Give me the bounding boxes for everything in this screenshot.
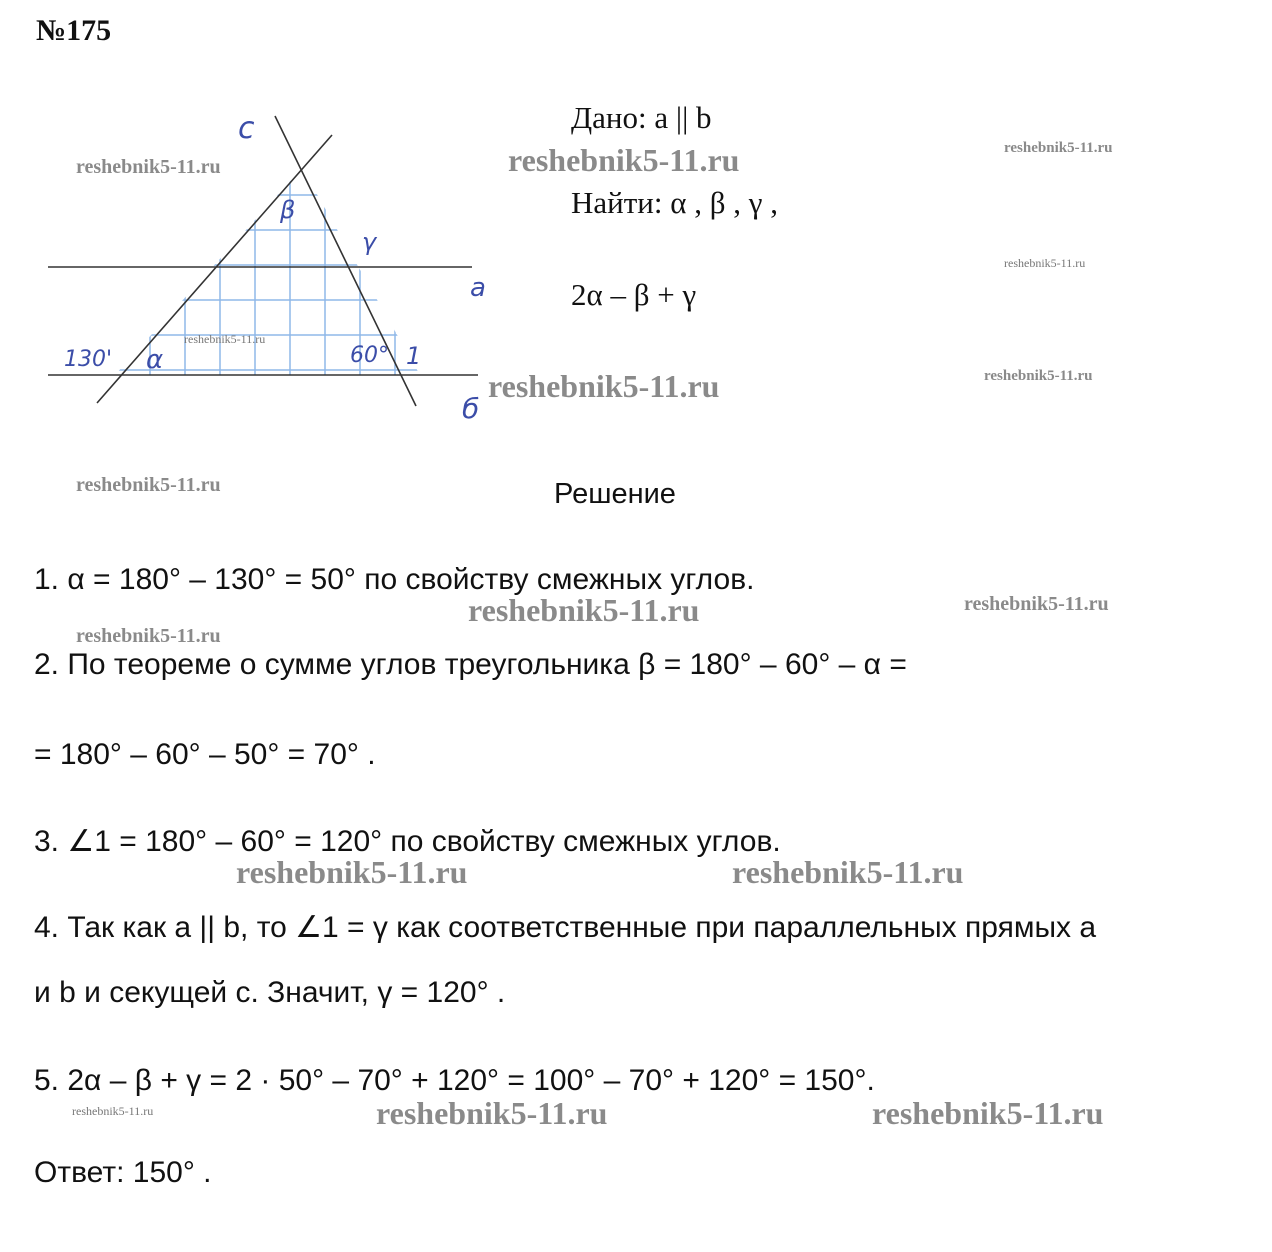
solution-heading: Решение xyxy=(554,478,676,510)
watermark: reshebnik5-11.ru xyxy=(488,368,720,404)
watermark: reshebnik5-11.ru xyxy=(508,142,740,178)
solution-step-5: 5. 2α – β + γ = 2 · 50° – 70° + 120° = 100° – 70° + 120° = 150°. xyxy=(34,1064,875,1097)
solution-step-2-cont: = 180° – 60° – 50° = 70° . xyxy=(34,738,376,771)
solution-step-4: 4. Так как a || b, то ∠1 = γ как соответственные при параллельных прямых a xyxy=(34,911,1097,944)
watermark: reshebnik5-11.ru xyxy=(236,854,468,890)
label-130: 130' xyxy=(64,347,113,372)
label-beta: β xyxy=(280,196,296,224)
answer: Ответ: 150° . xyxy=(34,1156,212,1189)
watermark: reshebnik5-11.ru xyxy=(984,368,1093,384)
label-alpha: α xyxy=(146,345,164,375)
watermark: reshebnik5-11.ru xyxy=(184,332,266,346)
watermark: reshebnik5-11.ru xyxy=(1004,140,1113,156)
label-a: a xyxy=(470,273,486,303)
label-b: б xyxy=(462,392,480,425)
geometry-figure xyxy=(40,100,500,430)
find-text: Найти: α , β , γ , xyxy=(571,185,778,220)
watermark: reshebnik5-11.ru xyxy=(732,854,964,890)
watermark: reshebnik5-11.ru xyxy=(76,156,221,178)
find-expression: 2α – β + γ xyxy=(571,277,697,312)
label-c: c xyxy=(238,111,255,146)
solution-step-1: 1. α = 180° – 130° = 50° по свойству смежных углов. xyxy=(34,563,755,596)
solution-step-3: 3. ∠1 = 180° – 60° = 120° по свойству смежных углов. xyxy=(34,825,781,858)
figure-svg xyxy=(40,100,500,430)
watermark: reshebnik5-11.ru xyxy=(376,1095,608,1131)
watermark: reshebnik5-11.ru xyxy=(76,474,221,496)
watermark: reshebnik5-11.ru xyxy=(872,1095,1104,1131)
given-text: Дано: a || b xyxy=(571,100,712,135)
label-60: 60° xyxy=(350,343,389,368)
watermark: reshebnik5-11.ru xyxy=(468,592,700,628)
problem-number: №175 xyxy=(36,14,112,47)
solution-step-4-cont: и b и секущей c. Значит, γ = 120° . xyxy=(34,976,506,1009)
watermark: reshebnik5-11.ru xyxy=(72,1104,154,1118)
watermark: reshebnik5-11.ru xyxy=(76,625,221,647)
label-1: 1 xyxy=(406,342,422,370)
watermark: reshebnik5-11.ru xyxy=(964,593,1109,615)
label-gamma: γ xyxy=(362,228,377,256)
line-side xyxy=(275,116,416,406)
solution-step-2: 2. По теореме о сумме углов треугольника β = 180° – 60° – α = xyxy=(34,648,907,681)
watermark: reshebnik5-11.ru xyxy=(1004,256,1086,270)
